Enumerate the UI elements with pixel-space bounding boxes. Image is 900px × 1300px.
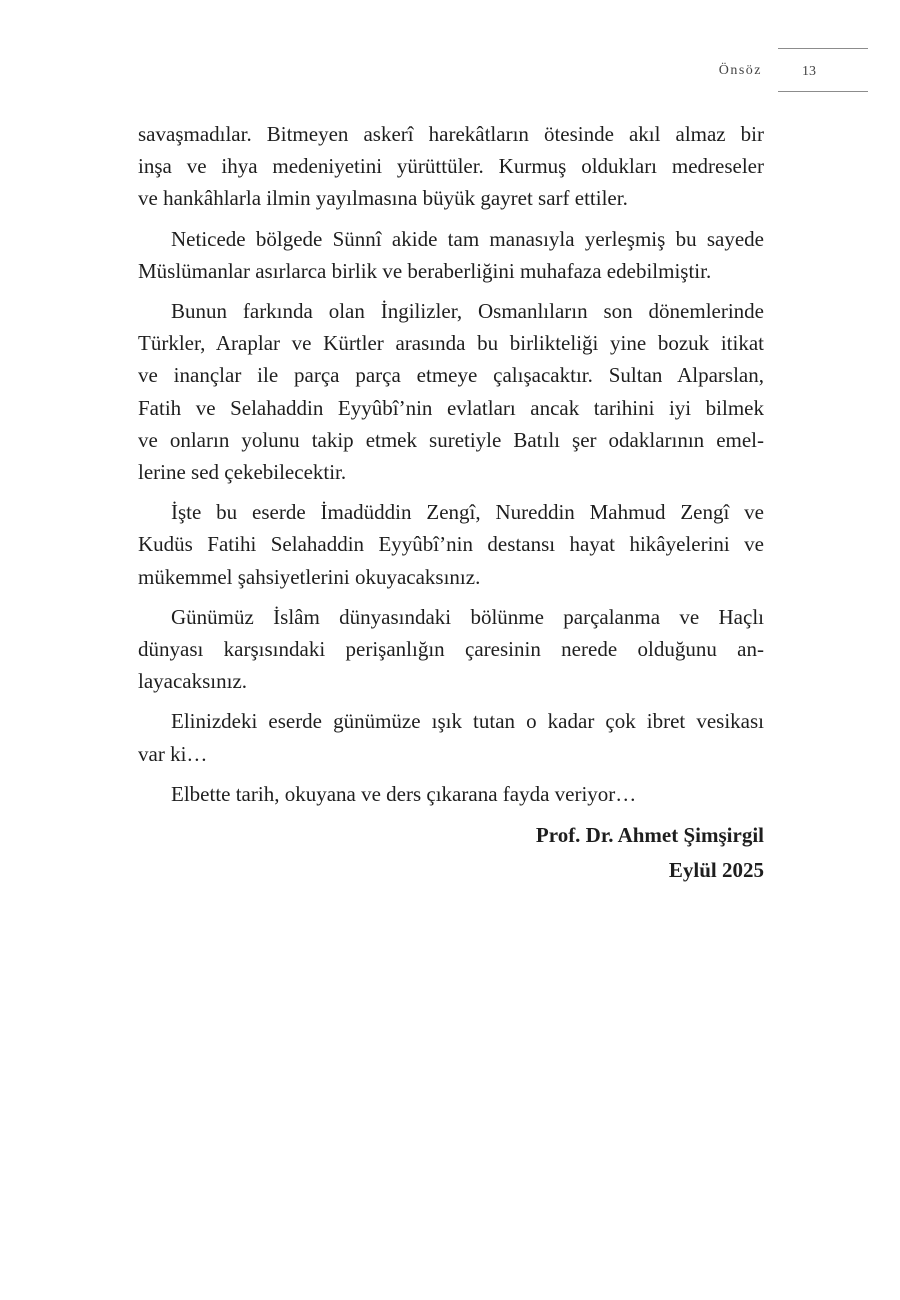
paragraph: [138, 118, 764, 215]
paragraphs: [138, 118, 764, 810]
text-line: mükemmel şahsiyetlerini okuyacaksınız.: [138, 564, 481, 589]
text-line: Fatih ve Selahaddin Eyyûbî’nin evlatları ancak tarihini iyi bilmek: [138, 395, 764, 420]
text-line: İşte bu eserde İmadüddin Zengî, Nureddin Mahmud Zengî ve: [171, 500, 764, 525]
text-line: Elinizdeki eserde günümüze ışık tutan o kadar çok ibret vesikası: [171, 709, 764, 734]
text-line: Türkler, Araplar ve Kürtler arasında bu birlikteliği yine bozuk itikat: [138, 331, 764, 356]
text-line: ve onların yolunu takip etmek suretiyle Batılı şer odaklarının emel-: [138, 427, 764, 452]
paragraph: [138, 223, 764, 287]
text-line: Müslümanlar asırlarca birlik ve beraberliğini muhafaza edebilmiştir.: [138, 258, 712, 283]
page-number-box: [778, 48, 868, 92]
text-line: Kudüs Fatihi Selahaddin Eyyûbî’nin destansı hayat hikâyelerini ve: [138, 532, 764, 557]
signature-author: Prof. Dr. Ahmet Şimşirgil: [535, 823, 764, 848]
section-title: Önsöz: [718, 63, 762, 78]
paragraph: [138, 705, 764, 769]
paragraph: [138, 778, 764, 810]
paragraph: [138, 295, 764, 488]
paragraph: [138, 601, 764, 698]
text-line: Neticede bölgede Sünnî akide tam manasıyla yerleşmiş bu sayede: [171, 226, 764, 251]
text-line: layacaksınız.: [138, 669, 248, 694]
text-line: savaşmadılar. Bitmeyen askerî harekâtların ötesinde akıl almaz bir: [138, 122, 764, 146]
signature-date: Eylül 2025: [668, 858, 764, 883]
text-line: inşa ve ihya medeniyetini yürüttüler. Kurmuş oldukları medreseler: [138, 154, 764, 179]
signature-block: [138, 818, 764, 888]
text-line: Elbette tarih, okuyana ve ders çıkarana fayda veriyor…: [171, 781, 637, 806]
text-line: Bunun farkında olan İngilizler, Osmanlıların son dönemlerinde: [171, 299, 764, 324]
running-header: [660, 48, 868, 92]
page-number: 13: [802, 64, 816, 79]
body-text: [138, 118, 764, 888]
text-line: lerine sed çekebilecektir.: [138, 460, 347, 485]
text-line: dünyası karşısındaki perişanlığın çaresinin nerede olduğunu an-: [138, 637, 764, 662]
text-line: ve hankâhlarla ilmin yayılmasına büyük gayret sarf ettiler.: [138, 186, 628, 211]
paragraph: [138, 496, 764, 593]
text-line: var ki…: [138, 741, 208, 766]
text-line: Günümüz İslâm dünyasındaki bölünme parçalanma ve Haçlı: [171, 604, 764, 629]
text-line: ve inançlar ile parça parça etmeye çalışacaktır. Sultan Alparslan,: [138, 363, 764, 388]
